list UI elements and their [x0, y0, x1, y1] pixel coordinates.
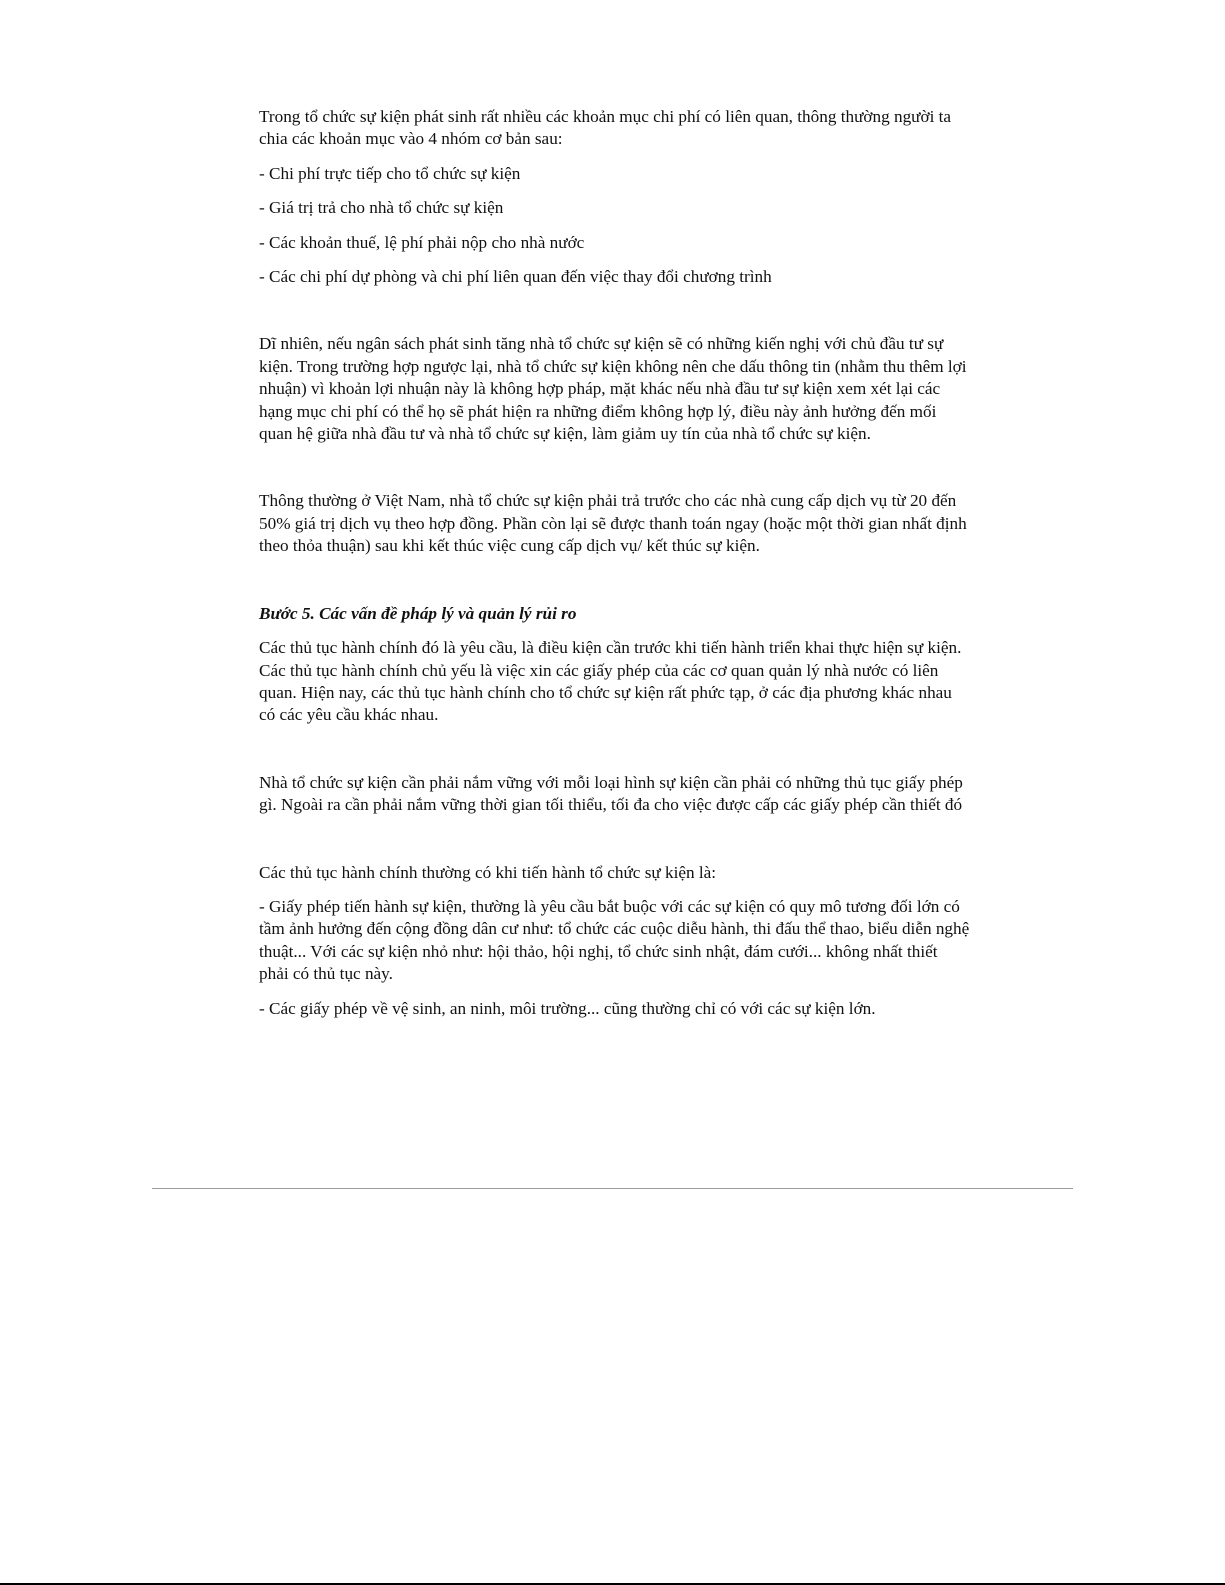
list-item: - Chi phí trực tiếp cho tổ chức sự kiện [259, 163, 521, 183]
procedures-list-intro: Các thủ tục hành chính thường có khi tiến hành tổ chức sự kiện là: [259, 862, 717, 882]
list-item: - Các giấy phép về vệ sinh, an ninh, môi trường... cũng thường chỉ có với các sự kiện lớn. [259, 998, 876, 1018]
procedures-paragraph: Các thủ tục hành chính đó là yêu cầu, là điều kiện cần trước khi tiến hành triển khai thực hiện sự kiện. Các thủ tục hành chính chủ yếu là việc xin các giấy phép của các cơ quan quản lý nhà nước có liên quan. Hiện nay, các thủ tục hành chính cho tổ chức sự kiện rất phức tạp, ở các địa phương khác nhau có các yêu cầu khác nhau. [259, 638, 962, 725]
section-heading: Bước 5. Các vấn đề pháp lý và quản lý rủi ro [259, 603, 577, 623]
organizer-paragraph: Nhà tổ chức sự kiện cần phải nắm vững với mỗi loại hình sự kiện cần phải có những thủ tục giấy phép gì. Ngoài ra cần phải nắm vững thời gian tối thiểu, tối đa cho việc được cấp các giấy phép cần thiết đó [259, 772, 963, 815]
page-divider [152, 1188, 1073, 1189]
payment-paragraph: Thông thường ở Việt Nam, nhà tổ chức sự kiện phải trả trước cho các nhà cung cấp dịch vụ từ 20 đến 50% giá trị dịch vụ theo hợp đồng. Phần còn lại sẽ được thanh toán ngay (hoặc một thời gian nhất định theo thỏa thuận) sau khi kết thúc việc cung cấp dịch vụ/ kết thúc sự kiện. [259, 491, 967, 556]
budget-paragraph: Dĩ nhiên, nếu ngân sách phát sinh tăng nhà tổ chức sự kiện sẽ có những kiến nghị với chủ đầu tư sự kiện. Trong trường hợp ngược lại, nhà tổ chức sự kiện không nên che dấu thông tin (nhằm thu thêm lợi nhuận) vì khoản lợi nhuận này là không hợp pháp, mặt khác nếu nhà đầu tư sự kiện xem xét lại các hạng mục chi phí có thể họ sẽ phát hiện ra những điểm không hợp lý, điều này ảnh hưởng đến mối quan hệ giữa nhà đầu tư và nhà tổ chức sự kiện, làm giảm uy tín của nhà tổ chức sự kiện. [259, 334, 967, 444]
document-body [259, 106, 971, 1020]
list-item: - Giấy phép tiến hành sự kiện, thường là yêu cầu bắt buộc với các sự kiện có quy mô tương đối lớn có tầm ảnh hưởng đến cộng đồng dân cư như: tổ chức các cuộc diễu hành, thi đấu thể thao, biểu diễn nghệ thuật... Với các sự kiện nhỏ như: hội thảo, hội nghị, tổ chức sinh nhật, đám cưới... không nhất thiết phải có thủ tục này. [259, 896, 970, 984]
list-item: - Các chi phí dự phòng và chi phí liên quan đến việc thay đổi chương trình [259, 267, 772, 287]
list-item: - Giá trị trả cho nhà tổ chức sự kiện [259, 198, 504, 218]
intro-paragraph: Trong tổ chức sự kiện phát sinh rất nhiều các khoản mục chi phí có liên quan, thông thường người ta chia các khoản mục vào 4 nhóm cơ bản sau: [259, 107, 952, 149]
list-item: - Các khoản thuế, lệ phí phải nộp cho nhà nước [259, 232, 585, 252]
